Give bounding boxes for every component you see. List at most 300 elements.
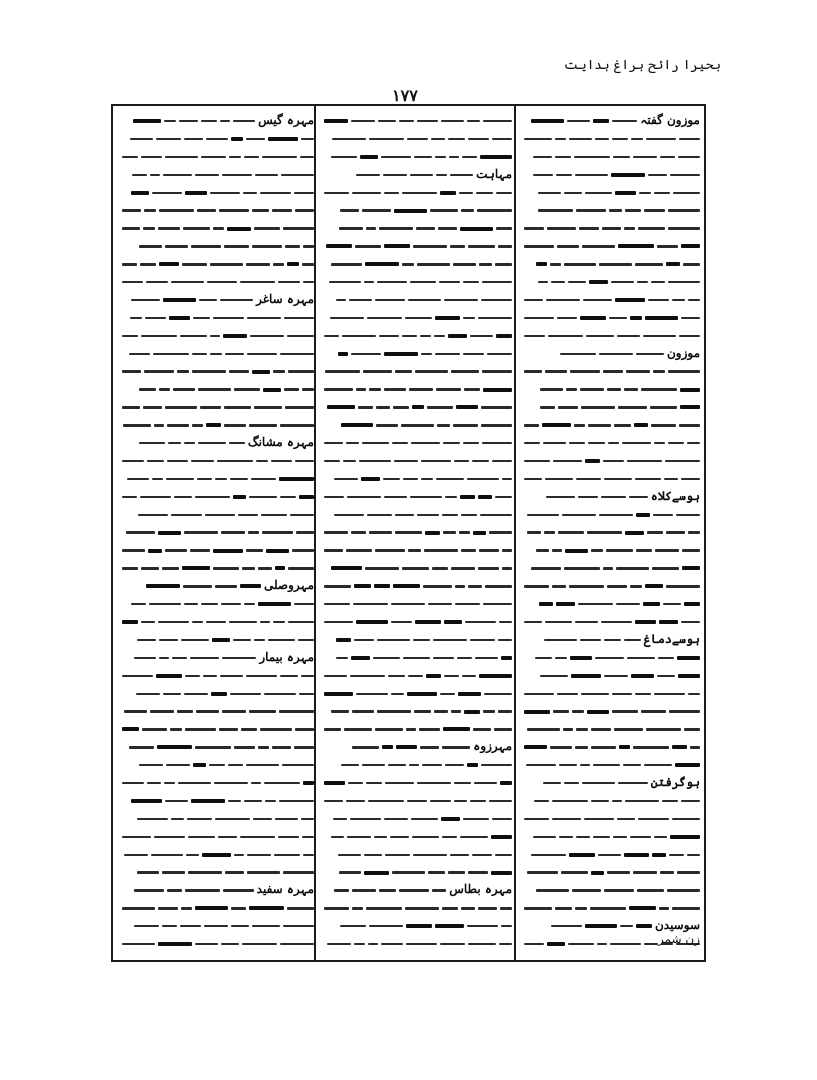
handwritten-word [131,603,146,605]
handwritten-word [146,281,168,283]
handwritten-word [146,584,180,588]
handwritten-word [356,388,366,390]
handwritten-word [177,710,193,712]
text-line [520,738,700,754]
handwritten-word [252,209,269,211]
text-line [520,201,700,217]
handwritten-word [213,549,243,553]
handwritten-word [460,495,475,499]
text-line [118,559,314,575]
handwritten-word [122,567,138,569]
handwritten-word [660,156,675,158]
text-line [118,720,314,736]
text-line [520,380,700,396]
handwritten-word [369,138,404,140]
handwritten-word [395,370,412,372]
handwritten-word [426,674,441,678]
text-line [520,184,700,200]
handwritten-word [143,406,162,408]
page-number: ۱۷۷ [392,86,418,105]
handwritten-word [625,209,641,211]
handwritten-word [361,477,380,481]
handwritten-word [633,871,657,873]
handwritten-word [527,728,560,730]
handwritten-word [163,174,192,176]
handwritten-word [186,854,199,856]
text-line [320,219,512,235]
text-line [520,702,700,718]
handwritten-word [599,514,633,516]
handwritten-word [364,871,389,875]
handwritten-word [195,943,218,945]
handwritten-word [388,675,405,677]
handwritten-word [144,209,156,211]
handwritten-word [654,192,670,194]
handwritten-word [665,460,700,462]
handwritten-word [455,585,465,587]
handwritten-word [668,209,700,211]
text-line [118,470,314,486]
text-line [320,756,512,772]
text-line [320,559,512,575]
handwritten-word [285,245,300,247]
handwritten-word [141,335,177,337]
handwritten-word [441,120,464,122]
text-line [320,828,512,844]
handwritten-word [301,818,314,820]
handwritten-word [303,245,314,247]
handwritten-word [394,209,427,213]
handwritten-word [378,120,396,122]
handwritten-word [207,281,237,283]
handwritten-word [365,567,399,569]
text-line [320,899,512,915]
handwritten-word [280,353,314,355]
handwritten-word [295,460,314,462]
handwritten-word [271,460,292,462]
text-line [118,846,314,862]
handwritten-word [215,818,250,820]
handwritten-word [436,478,464,480]
handwritten-word [482,281,512,283]
handwritten-word [144,370,174,372]
handwritten-word [158,621,189,623]
handwritten-word [616,603,640,605]
handwritten-word [463,442,479,444]
handwritten-word [331,566,362,570]
text-line [320,595,512,611]
text-line [520,506,700,522]
handwritten-word [181,639,209,641]
handwritten-word [140,263,156,265]
handwritten-word [197,478,212,480]
handwritten-word [445,764,464,766]
handwritten-word [324,192,349,194]
text-line [320,667,512,683]
handwritten-word [476,192,493,194]
handwritten-word [132,174,147,176]
handwritten-word [199,299,217,301]
handwritten-word [279,800,314,802]
handwritten-word [367,317,402,319]
handwritten-word [324,585,351,587]
handwritten-word [651,281,665,283]
handwritten-word [678,674,700,678]
handwritten-word [687,854,700,856]
column-footer-text: زن شمر [657,932,700,946]
handwritten-word [324,119,348,123]
handwritten-word [569,138,592,140]
handwritten-word [383,174,407,176]
text-line [320,649,512,665]
handwritten-word [167,460,188,462]
text-line [320,702,512,718]
handwritten-word [479,549,499,551]
handwritten-word [363,370,392,372]
text-line [118,917,314,933]
handwritten-word [122,620,138,624]
handwritten-word [272,209,292,211]
text-line [320,166,512,182]
text-line [118,237,314,253]
handwritten-word [653,514,673,516]
handwritten-word [185,889,220,891]
handwritten-word [283,925,314,927]
handwritten-word [470,639,495,641]
handwritten-word [410,281,436,283]
handwritten-word [263,388,281,392]
text-line [118,309,314,325]
handwritten-word [654,836,667,838]
handwritten-word [131,299,160,301]
handwritten-word [350,818,381,820]
text-line [118,595,314,611]
handwritten-word [455,603,480,605]
handwritten-word [173,388,195,390]
handwritten-word [302,263,314,265]
handwritten-word [435,316,460,320]
handwritten-word [531,567,561,569]
handwritten-word [593,119,609,123]
handwritten-word [188,836,215,838]
handwritten-word [260,621,270,623]
handwritten-word [261,514,287,516]
handwritten-word [192,353,207,355]
handwritten-word [603,370,623,372]
handwritten-word [381,943,403,945]
handwritten-word [124,854,148,856]
handwritten-word [122,281,143,283]
handwritten-word [299,693,314,695]
handwritten-word [172,657,187,659]
handwritten-word [143,227,155,229]
handwritten-word [420,335,431,337]
handwritten-word [141,567,159,569]
handwritten-word [620,925,633,927]
text-line [118,255,314,271]
handwritten-word [134,657,156,659]
text-line [520,148,700,164]
handwritten-word [358,406,373,408]
handwritten-word [465,621,496,623]
handwritten-word [467,120,480,122]
handwritten-word [622,442,651,444]
handwritten-word [255,174,278,176]
handwritten-word [324,621,353,623]
handwritten-word [567,120,590,122]
handwritten-word [614,424,631,426]
handwritten-word [417,514,439,516]
handwritten-word [159,262,179,266]
handwritten-word [631,674,654,678]
handwritten-word [586,335,614,337]
text-line [520,917,700,933]
handwritten-word [576,209,606,211]
text-line [320,792,512,808]
handwritten-word [607,585,627,587]
handwritten-word [669,710,700,712]
handwritten-word [443,531,456,533]
handwritten-word [324,800,343,802]
handwritten-word [353,603,388,605]
handwritten-word [402,335,417,337]
handwritten-word [190,657,219,659]
handwritten-word [287,262,299,266]
handwritten-word [581,406,615,408]
handwritten-word [495,263,512,265]
handwritten-word [391,603,425,605]
handwritten-word [177,370,189,372]
handwritten-word [384,496,407,498]
handwritten-word [411,818,438,820]
text-line [520,595,700,611]
handwritten-word [252,370,270,374]
handwritten-word [368,943,378,945]
text-line [320,863,512,879]
handwritten-word [385,854,410,856]
handwritten-word [153,353,189,355]
handwritten-word [204,925,228,927]
text-line [118,201,314,217]
text-line [320,917,512,933]
handwritten-word [477,209,512,211]
handwritten-word [556,174,572,176]
text-line [520,577,700,593]
text-line [118,488,314,504]
handwritten-word [636,353,664,355]
handwritten-word [638,227,665,229]
handwritten-word [593,764,620,766]
handwritten-word [489,800,512,802]
handwritten-word [206,621,226,623]
handwritten-word [195,746,231,748]
handwritten-word [524,818,549,820]
text-line [520,541,700,557]
handwritten-word [122,907,155,909]
handwritten-word [399,120,414,122]
handwritten-word [432,889,446,891]
handwritten-word [256,460,268,462]
handwritten-word [246,138,265,140]
handwritten-word [219,728,238,730]
text-line [118,738,314,754]
handwritten-word [635,478,661,480]
handwritten-word [538,209,573,211]
text-line [320,631,512,647]
handwritten-word [210,335,220,337]
handwritten-word [346,549,372,551]
handwritten-word [169,316,190,320]
handwritten-word [246,675,277,677]
handwritten-word [294,603,314,605]
headword: مہرہ گیس [258,113,314,128]
handwritten-word [427,406,453,408]
handwritten-word [582,782,615,784]
handwritten-word [369,925,403,927]
handwritten-word [663,603,681,605]
handwritten-word [451,710,461,712]
handwritten-word [147,782,161,784]
handwritten-word [341,423,373,427]
handwritten-word [375,728,403,730]
handwritten-word [336,657,348,659]
handwritten-word [646,138,676,140]
handwritten-word [213,567,239,569]
handwritten-word [414,710,431,712]
handwritten-word [417,782,451,784]
handwritten-word [303,781,314,785]
handwritten-word [366,227,376,229]
handwritten-word [292,549,314,551]
handwritten-word [275,818,298,820]
handwritten-word [564,567,600,569]
handwritten-word [545,370,567,372]
handwritten-word [646,728,681,730]
text-line [520,720,700,736]
handwritten-word [524,317,554,319]
handwritten-word [183,227,210,229]
handwritten-word [185,191,207,195]
handwritten-word [392,442,408,444]
handwritten-word [430,800,451,802]
handwritten-word [460,836,488,838]
handwritten-word [295,728,314,730]
handwritten-word [679,424,700,426]
handwritten-word [149,603,181,605]
text-line [520,774,700,790]
handwritten-word [463,281,479,283]
handwritten-word [627,657,655,659]
handwritten-word [624,639,641,641]
text-line [520,434,700,450]
text-line [520,166,700,182]
handwritten-word [354,639,374,641]
text-line [520,130,700,146]
handwritten-word [362,442,389,444]
handwritten-word [213,317,244,319]
handwritten-word [130,317,142,319]
text-line [520,613,700,629]
handwritten-word [324,388,353,390]
handwritten-word [636,549,652,551]
handwritten-word [672,907,700,909]
handwritten-word [435,353,460,355]
handwritten-word [657,245,678,247]
handwritten-word [677,656,700,660]
handwritten-word [356,693,388,695]
handwritten-word [393,406,409,408]
handwritten-word [331,263,362,265]
handwritten-word [374,836,387,838]
handwritten-word [122,782,144,784]
handwritten-word [645,316,678,320]
handwritten-word [342,335,376,337]
handwritten-word [212,638,230,642]
handwritten-word [502,549,512,551]
handwritten-word [244,603,255,605]
handwritten-word [454,800,467,802]
handwritten-word [531,119,564,123]
handwritten-word [340,209,359,211]
text-line [320,345,512,361]
handwritten-word [184,603,198,605]
handwritten-word [122,727,139,731]
handwritten-word [215,585,237,587]
handwritten-word [644,764,672,766]
handwritten-word [209,764,225,766]
handwritten-word [643,602,660,606]
handwritten-word [591,800,609,802]
handwritten-word [688,299,700,301]
handwritten-word [460,227,493,231]
text-line [320,201,512,217]
handwritten-word [384,244,410,248]
handwritten-word [163,693,181,695]
handwritten-word [352,907,363,909]
handwritten-word [229,156,241,158]
handwritten-word [122,549,145,551]
text-line [320,130,512,146]
handwritten-word [258,602,291,606]
handwritten-word [414,156,432,158]
handwritten-word [258,567,272,569]
handwritten-word [641,388,677,390]
text-line [118,935,314,951]
handwritten-word [409,388,433,390]
handwritten-word [585,924,617,928]
handwritten-word [332,138,366,140]
text-line [320,470,512,486]
handwritten-word [524,370,542,372]
handwritten-word [531,854,566,856]
handwritten-word [200,406,221,408]
handwritten-word [230,478,248,480]
handwritten-word [284,388,299,390]
handwritten-word [225,353,244,355]
handwritten-word [405,907,439,909]
handwritten-word [240,836,275,838]
handwritten-word [678,156,700,158]
handwritten-word [349,299,372,301]
text-line [118,291,314,307]
text-line [520,559,700,575]
handwritten-word [230,693,261,695]
text-line [118,899,314,915]
handwritten-word [524,585,549,587]
handwritten-word [502,478,512,480]
handwritten-word [611,173,645,177]
handwritten-word [489,531,512,533]
